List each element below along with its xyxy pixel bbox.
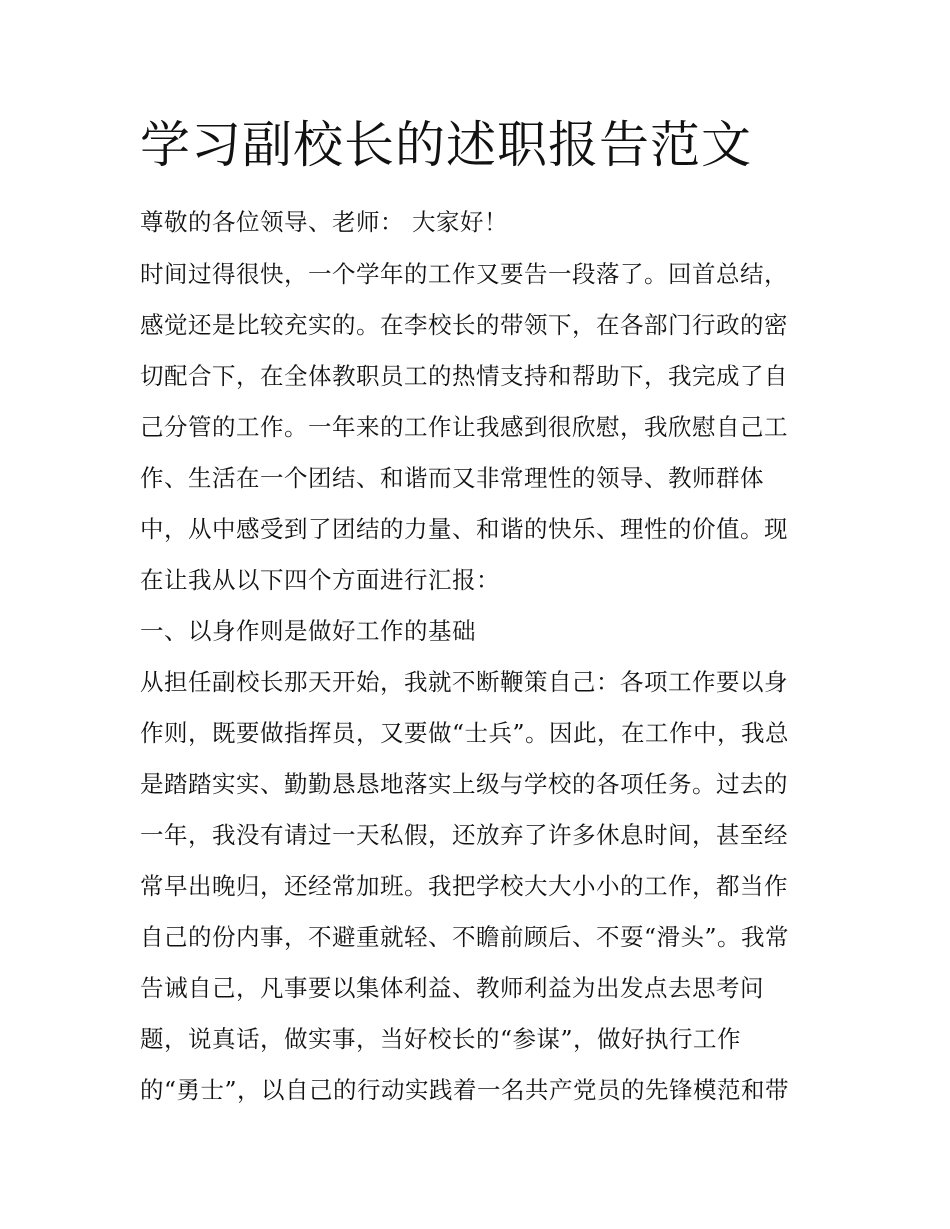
body-line: 题，说真话，做实事，当好校长的“参谋”，做好执行工作 (140, 1025, 742, 1053)
body-line: 一年，我没有请过一天私假，还放弃了许多休息时间，甚至经 (140, 821, 788, 849)
section-heading: 一、以身作则是做好工作的基础 (140, 617, 476, 645)
page-title: 学习副校长的述职报告范文 (140, 116, 752, 174)
body-line: 在让我从以下四个方面进行汇报： (140, 566, 500, 594)
body-line: 常早出晚归，还经常加班。我把学校大大小小的工作，都当作 (140, 872, 788, 900)
body-line: 切配合下，在全体教职员工的热情支持和帮助下，我完成了自 (140, 362, 788, 390)
body-line: 的“勇士”，以自己的行动实践着一名共产党员的先锋模范和带 (140, 1076, 790, 1104)
body-line: 己分管的工作。一年来的工作让我感到很欣慰，我欣慰自己工 (140, 413, 788, 441)
body-line: 时间过得很快，一个学年的工作又要告一段落了。回首总结， (140, 260, 788, 288)
body-line: 作、生活在一个团结、和谐而又非常理性的领导、教师群体 (140, 464, 764, 492)
body-line: 从担任副校长那天开始，我就不断鞭策自己：各项工作要以身 (140, 668, 788, 696)
body-line: 是踏踏实实、勤勤恳恳地落实上级与学校的各项任务。过去的 (140, 770, 788, 798)
salutation-line: 尊敬的各位领导、老师： 大家好！ (140, 208, 508, 236)
body-line: 中，从中感受到了团结的力量、和谐的快乐、理性的价值。现 (140, 515, 788, 543)
body-line: 作则，既要做指挥员，又要做“士兵”。因此，在工作中，我总 (140, 719, 790, 747)
body-line: 感觉还是比较充实的。在李校长的带领下，在各部门行政的密 (140, 311, 788, 339)
body-line: 自己的份内事，不避重就轻、不瞻前顾后、不耍“滑头”。我常 (140, 923, 790, 951)
body-line: 告诫自己，凡事要以集体利益、教师利益为出发点去思考问 (140, 974, 764, 1002)
